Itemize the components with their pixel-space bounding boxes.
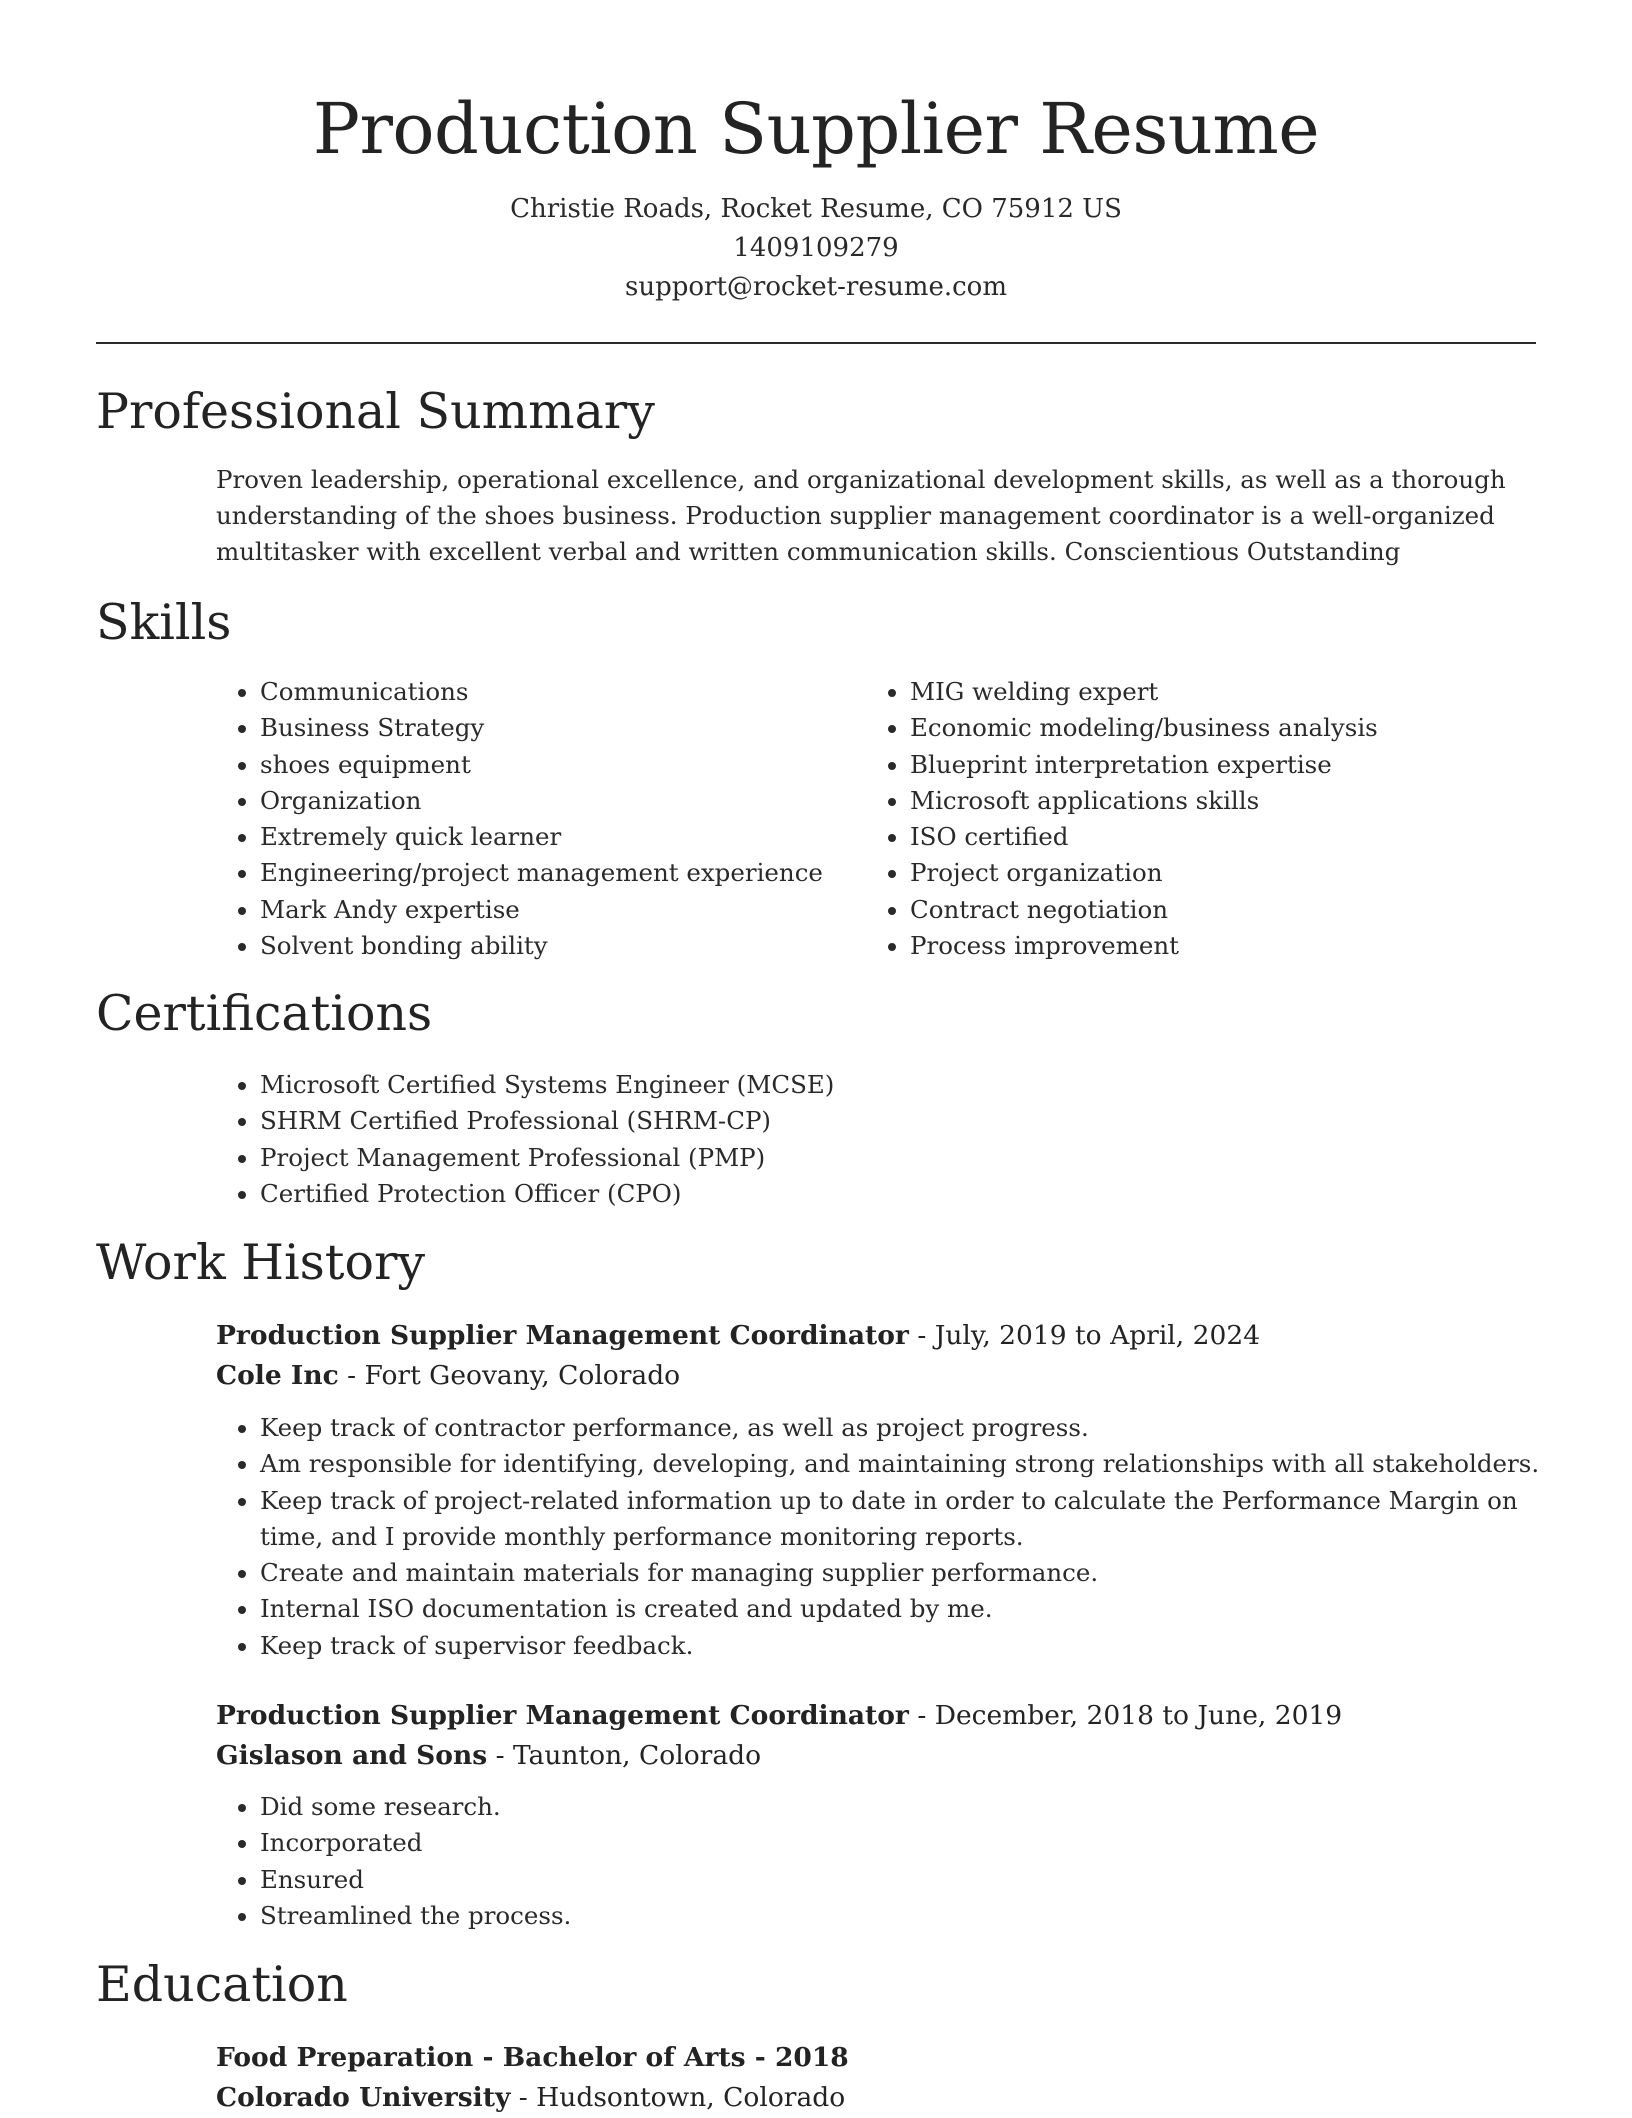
skill-item: • Engineering/project management experience (260, 855, 880, 891)
skill-item: • Communications (260, 674, 880, 710)
job-bullet: • Create and maintain materials for managing supplier performance. (260, 1555, 1580, 1591)
skill-item: • Solvent bonding ability (260, 928, 880, 964)
education-heading: Education (96, 1956, 348, 2013)
job-location: - Taunton, Colorado (487, 1740, 762, 1771)
education-school: Colorado University (216, 2082, 511, 2113)
job-company: Cole Inc (216, 1360, 339, 1391)
certification-item: • SHRM Certified Professional (SHRM-CP) (260, 1103, 1560, 1139)
job-bullet: • Streamlined the process. (260, 1898, 1560, 1934)
job-company-line (216, 1356, 680, 1396)
skill-item: • Project organization (910, 855, 1570, 891)
skills-list-left (216, 674, 880, 964)
skill-item: • Microsoft applications skills (910, 783, 1570, 819)
job-bullet: • Did some research. (260, 1789, 1560, 1825)
job-location: - Fort Geovany, Colorado (338, 1360, 681, 1391)
skill-item: • Organization (260, 783, 880, 819)
education-degree: Food Preparation - Bachelor of Arts - 2018 (216, 2042, 849, 2073)
summary-text: Proven leadership, operational excellence, and organizational development skills, as well as a thorough understanding of the shoes business. Production supplier management coordinator is a well-organized multitasker with excellent verbal and written communication skills. Conscientious Outstanding (216, 465, 1506, 566)
skills-list-right (866, 674, 1570, 964)
skill-item: • Economic modeling/business analysis (910, 710, 1570, 746)
contact-address: Christie Roads, Rocket Resume, CO 75912 US (510, 194, 1122, 224)
skill-item: • Extremely quick learner (260, 819, 880, 855)
skill-item: • Business Strategy (260, 710, 880, 746)
job-title-line (216, 1696, 1342, 1736)
contact-phone: 1409109279 (733, 233, 899, 263)
job-title: Production Supplier Management Coordinator (216, 1320, 909, 1351)
skill-item: • Blueprint interpretation expertise (910, 747, 1570, 783)
certifications-list (216, 1067, 1560, 1212)
contact-block (96, 190, 1536, 307)
education-degree-line (216, 2038, 849, 2078)
job-bullet: • Keep track of contractor performance, as well as project progress. (260, 1410, 1580, 1446)
certifications-heading: Certifications (96, 985, 433, 1042)
contact-email: support@rocket-resume.com (624, 272, 1007, 302)
job-bullet: • Am responsible for identifying, developing, and maintaining strong relationships with all stakeholders. (260, 1446, 1580, 1482)
job-bullets (216, 1410, 1580, 1664)
job-dates: - December, 2018 to June, 2019 (908, 1700, 1343, 1731)
certification-item: • Project Management Professional (PMP) (260, 1140, 1560, 1176)
job-bullet: • Ensured (260, 1862, 1560, 1898)
education-location: - Hudsontown, Colorado (510, 2082, 846, 2113)
education-school-line (216, 2078, 845, 2118)
job-bullet: • Keep track of supervisor feedback. (260, 1628, 1580, 1664)
summary-heading: Professional Summary (96, 383, 655, 440)
skill-item: • Process improvement (910, 928, 1570, 964)
header-divider (96, 342, 1536, 344)
skill-item: • Contract negotiation (910, 892, 1570, 928)
skill-item: • shoes equipment (260, 747, 880, 783)
skill-item: • ISO certified (910, 819, 1570, 855)
job-bullet: • Internal ISO documentation is created and updated by me. (260, 1591, 1580, 1627)
work-history-heading: Work History (96, 1234, 426, 1291)
certification-item: • Certified Protection Officer (CPO) (260, 1176, 1560, 1212)
job-bullets (216, 1789, 1560, 1934)
skills-heading: Skills (96, 594, 232, 651)
job-dates: - July, 2019 to April, 2024 (908, 1320, 1261, 1351)
job-title-line (216, 1316, 1260, 1356)
job-title: Production Supplier Management Coordinator (216, 1700, 909, 1731)
skill-item: • MIG welding expert (910, 674, 1570, 710)
job-bullet: • Incorporated (260, 1825, 1560, 1861)
job-company-line (216, 1736, 761, 1776)
job-company: Gislason and Sons (216, 1740, 488, 1771)
skill-item: • Mark Andy expertise (260, 892, 880, 928)
job-bullet: • Keep track of project-related information up to date in order to calculate the Performance Margin on time, and I provide monthly performance monitoring reports. (260, 1483, 1580, 1556)
certification-item: • Microsoft Certified Systems Engineer (MCSE) (260, 1067, 1560, 1103)
resume-title: Production Supplier Resume (312, 88, 1320, 170)
